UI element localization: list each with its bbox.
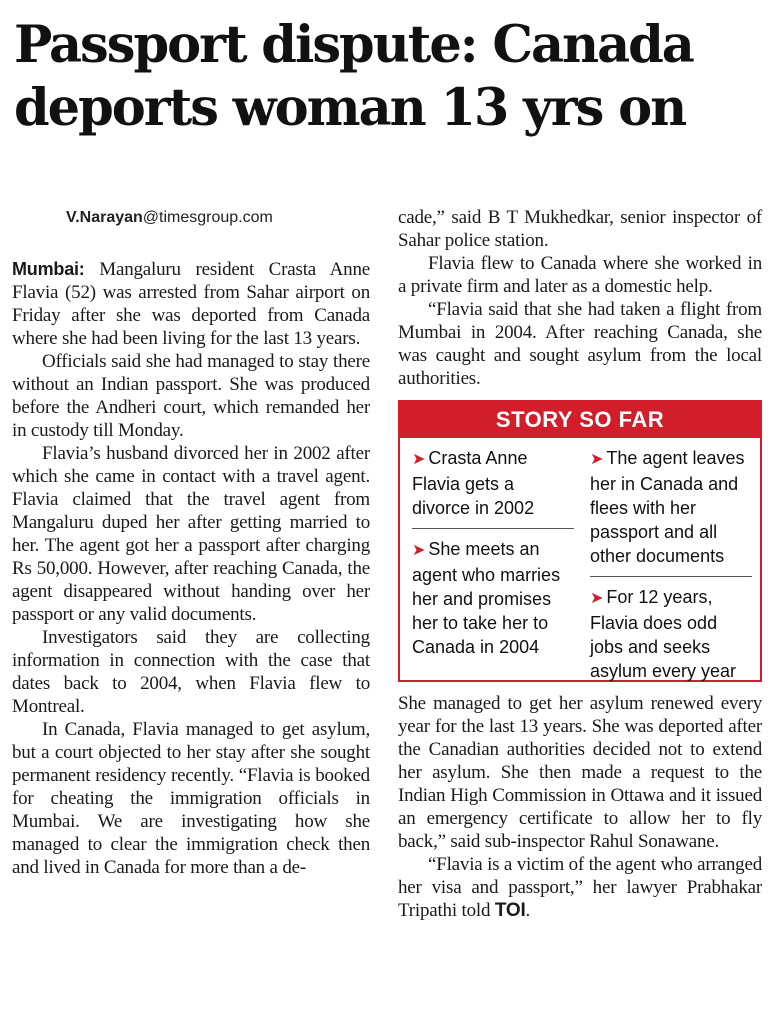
paragraph-1-text: Mangaluru resident Crasta Anne Flavia (52) was arrested from Sahar airport on Friday after she was deported from Canada where she had been living for the last 13 years. — [12, 259, 370, 349]
paragraph-7: Flavia flew to Canada where she worked in a private firm and later as a domestic help. — [398, 253, 762, 297]
arrow-icon: ➤ — [412, 542, 426, 559]
arrow-icon: ➤ — [590, 451, 604, 468]
story-item-3 — [590, 442, 752, 576]
paragraph-10-text: “Flavia is a victim of the agent who arranged her visa and passport,” her lawyer Prabhakar Tripathi told — [398, 854, 762, 921]
article-column-right — [398, 206, 762, 922]
byline — [12, 206, 370, 230]
headline-line-2: deports woman 13 yrs on — [14, 78, 686, 138]
dateline: Mumbai: — [12, 259, 85, 279]
story-so-far-body — [400, 438, 760, 691]
paragraph-10 — [398, 853, 762, 922]
story-item-1 — [412, 442, 574, 528]
headline-line-1: Passport dispute: Canada — [14, 15, 693, 75]
story-item-2 — [412, 528, 574, 667]
story-so-far-column-left — [412, 442, 582, 691]
story-item-2-text: She meets an agent who marries her and promises her to take her to Canada in 2004 — [412, 539, 561, 657]
paragraph-3: Flavia’s husband divorced her in 2002 after which she came in contact with a travel agent. Flavia claimed that the travel agent from Mangaluru duped her after getting married to her. The agent got her a passport after charging Rs 50,000. However, after reaching Canada, the agent disappeared without handing over her passport or any valid documents. — [12, 443, 370, 625]
arrow-icon: ➤ — [590, 590, 604, 607]
story-item-4-text: For 12 years, Flavia does odd jobs and seeks asylum every year — [590, 587, 737, 681]
paragraph-6: cade,” said B T Mukhedkar, senior inspector of Sahar police station. — [398, 207, 762, 251]
headline — [14, 14, 764, 140]
byline-name: V.Narayan — [66, 209, 143, 226]
toi-credit: TOI — [494, 900, 526, 921]
story-item-3-text: The agent leaves her in Canada and flees with her passport and all other documents — [590, 448, 745, 566]
byline-email-domain[interactable]: @timesgroup.com — [142, 209, 273, 226]
paragraph-5: In Canada, Flavia managed to get asylum, but a court objected to her stay after she sought permanent residency recently. “Flavia is booked for cheating the immigration officials in Mumbai. We are investigating how she managed to clear the immigration check then and lived in Canada for more than a de- — [12, 719, 370, 878]
paragraph-1 — [12, 258, 370, 350]
article-column-left — [12, 206, 370, 879]
paragraph-8: “Flavia said that she had taken a flight from Mumbai in 2004. After reaching Canada, she was caught and sought asylum from the local authorities. — [398, 299, 762, 389]
paragraph-2: Officials said she had managed to stay there without an Indian passport. She was produced before the Andheri court, which remanded her in custody till Monday. — [12, 351, 370, 441]
story-so-far-box — [398, 400, 762, 682]
story-so-far-title: STORY SO FAR — [400, 402, 760, 438]
story-so-far-column-right — [582, 442, 752, 691]
story-item-4 — [590, 576, 752, 691]
paragraph-9: She managed to get her asylum renewed every year for the last 13 years. She was deported after the Canadian authorities decided not to extend her asylum. She then made a request to the Indian High Commission in Ottawa and it issued an emergency certificate to allow her to fly back,” said sub-inspector Rahul Sonawane. — [398, 693, 762, 852]
arrow-icon: ➤ — [412, 451, 426, 468]
story-item-1-text: Crasta Anne Flavia gets a divorce in 2002 — [412, 448, 535, 518]
paragraph-10-period: . — [525, 900, 531, 921]
paragraph-4: Investigators said they are collecting information in connection with the case that dates back to 2004, when Flavia flew to Montreal. — [12, 627, 370, 717]
